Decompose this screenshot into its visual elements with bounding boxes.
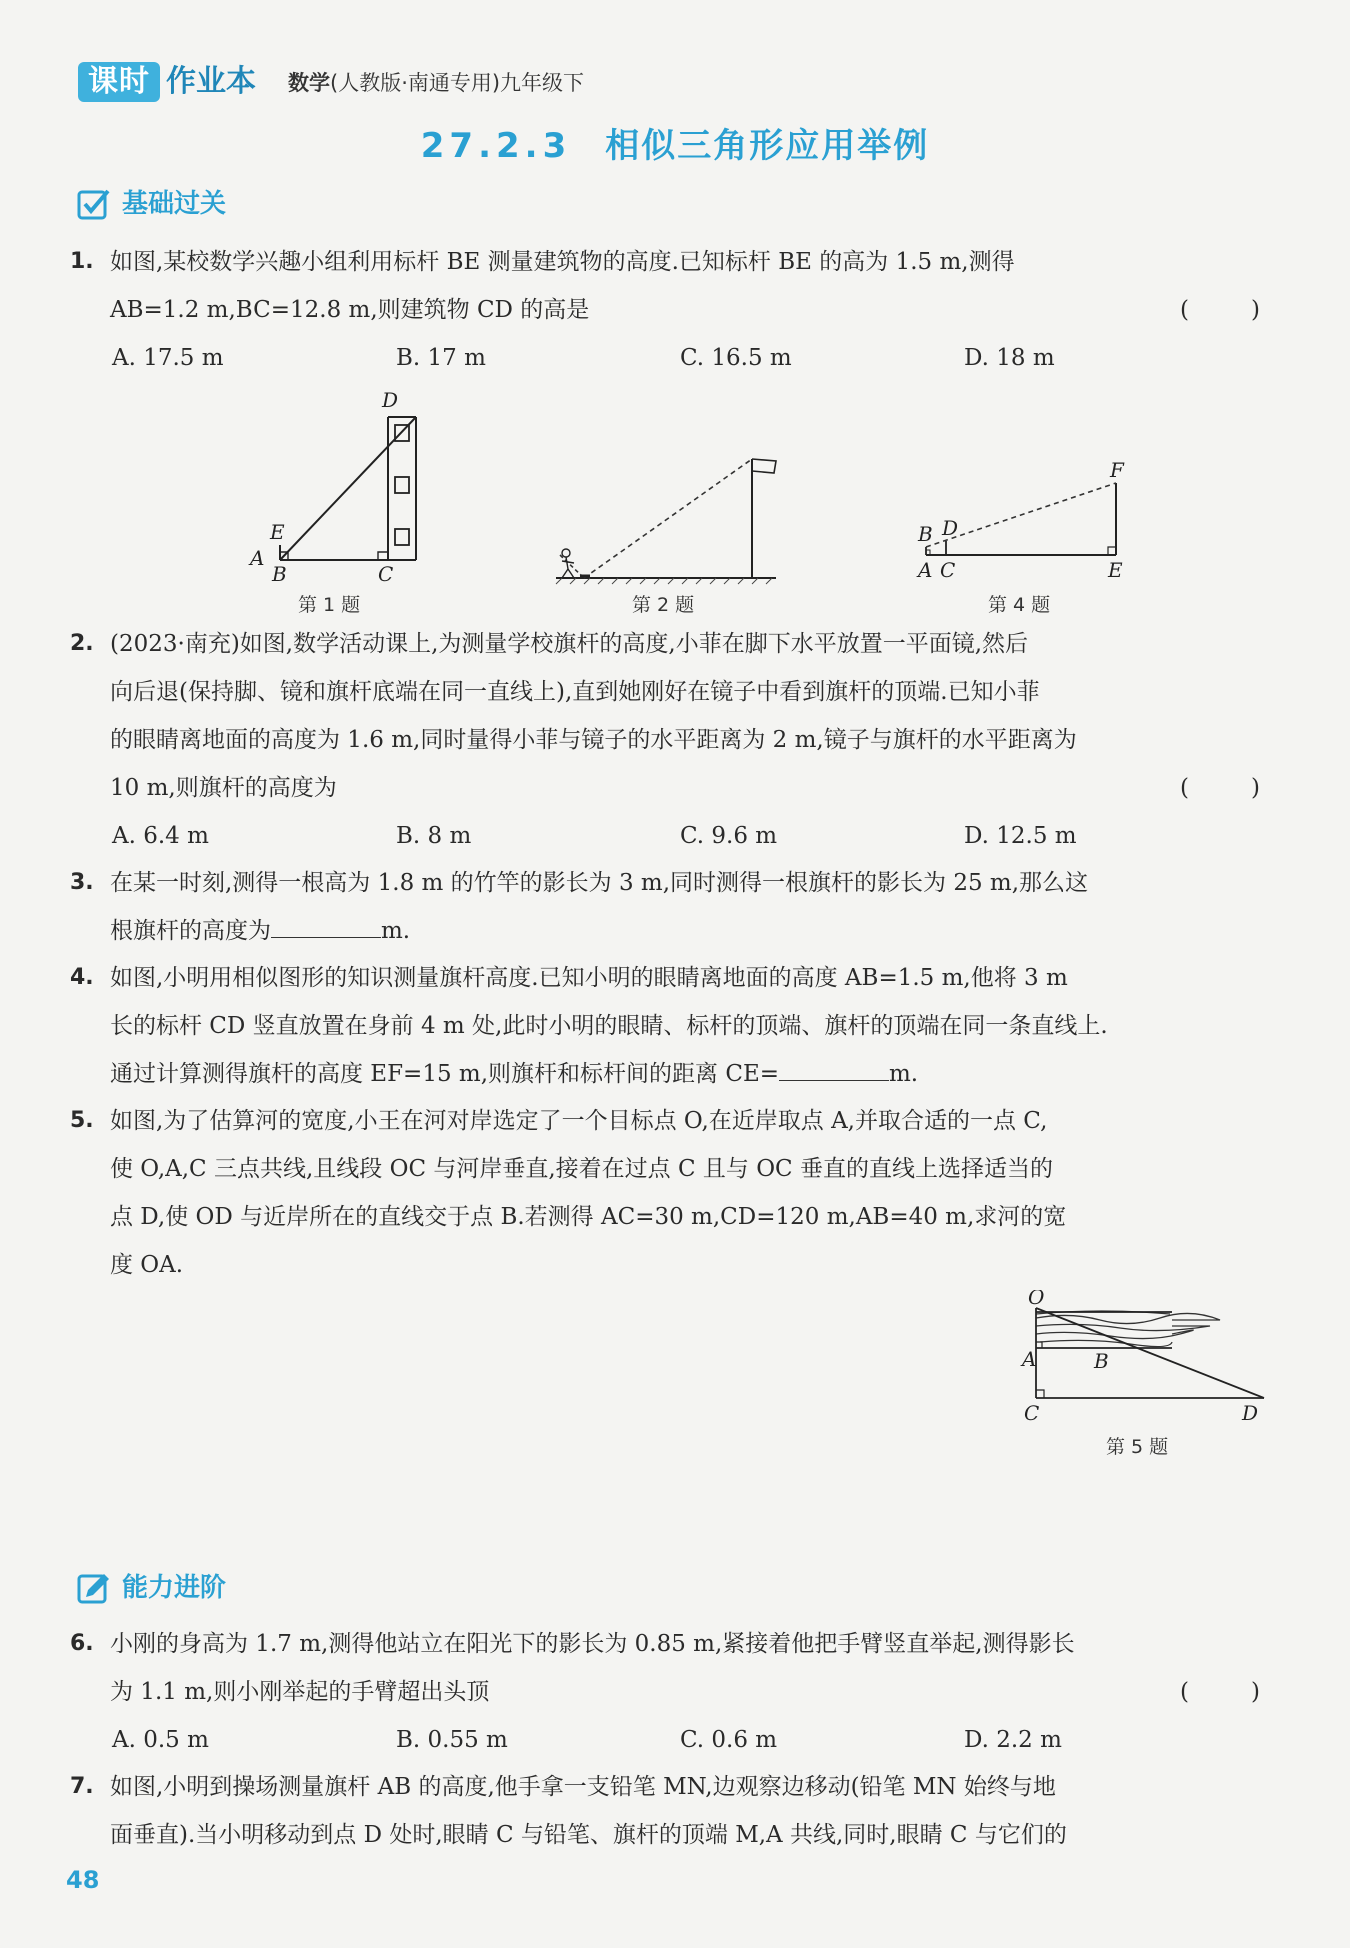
subject: 数学 [288,71,330,95]
pencil-icon [76,1571,112,1607]
q6-option-d: D. 2.2 m [964,1727,1062,1753]
q1-line-2: AB=1.2 m,BC=12.8 m,则建筑物 CD 的高是 [110,297,590,323]
q1-line-1: 如图,某校数学兴趣小组利用标杆 BE 测量建筑物的高度.已知标杆 BE 的高为 1.5 m,测得 [110,249,1015,275]
fig1-label-b: B [272,562,287,585]
q1-option-d: D. 18 m [964,345,1055,371]
figure-5-caption: 第 5 题 [1106,1436,1169,1458]
q3-answer-blank[interactable] [271,915,381,938]
fig4-label-e: E [1108,558,1123,582]
q2-option-a: A. 6.4 m [112,823,209,849]
q1-answer-paren [1180,294,1260,326]
fig5-label-d: D [1242,1401,1259,1425]
q2-option-d: D. 12.5 m [964,823,1077,849]
q1-option-c: C. 16.5 m [680,345,792,371]
figure-1-caption: 第 1 题 [298,594,361,616]
checkbox-icon [76,187,112,223]
q2-answer-paren [1180,772,1260,804]
paren-left: ( [1180,1679,1189,1705]
fig1-label-d: D [382,388,399,412]
section-name: 相似三角形应用举例 [605,126,930,166]
q6-option-a: A. 0.5 m [112,1727,209,1753]
advanced-heading [76,1568,226,1608]
basic-heading [76,184,226,224]
q3-number: 3. [70,870,94,895]
q7-number: 7. [70,1774,94,1799]
q6-line-1: 小刚的身高为 1.7 m,测得他站立在阳光下的影长为 0.85 m,紧接着他把手臂竖直举起,测得影长 [110,1631,1075,1657]
q2-line-4: 10 m,则旗杆的高度为 [110,775,337,801]
q2-option-c: C. 9.6 m [680,823,778,849]
q5-line-2: 使 O,A,C 三点共线,且线段 OC 与河岸垂直,接着在过点 C 且与 OC 垂直的直线上选择适当的 [110,1156,1053,1182]
basic-heading-label: 基础过关 [122,189,227,219]
q5-line-1: 如图,为了估算河的宽度,小王在河对岸选定了一个目标点 O,在近岸取点 A,并取合适的一点 C, [110,1108,1048,1134]
fig4-label-f: F [1110,458,1124,482]
q6-option-c: C. 0.6 m [680,1727,778,1753]
figure-1 [240,385,430,585]
fig5-label-a: A [1022,1347,1037,1371]
q4-unit: m. [889,1061,919,1087]
figure-5 [1010,1290,1276,1425]
q3-line-2 [110,915,410,947]
fig4-label-d: D [942,516,959,540]
q1-option-b: B. 17 m [396,345,486,371]
brand-logo: 课时 [78,62,160,102]
paren-left: ( [1180,775,1189,801]
figure-2 [548,445,788,585]
fig4-label-c: C [940,558,956,582]
q4-line-3 [110,1058,918,1090]
q6-line-2: 为 1.1 m,则小刚举起的手臂超出头顶 [110,1679,490,1705]
q4-line-1: 如图,小明用相似图形的知识测量旗杆高度.已知小明的眼睛离地面的高度 AB=1.5 m,他将 3 m [110,965,1068,991]
q2-line-2: 向后退(保持脚、镜和旗杆底端在同一直线上),直到她刚好在镜子中看到旗杆的顶端.已知小菲 [110,679,1040,705]
q6-option-b: B. 0.55 m [396,1727,508,1753]
q3-line-2-text: 根旗杆的高度为 [110,918,271,944]
q2-option-b: B. 8 m [396,823,472,849]
book-info [288,68,584,98]
paren-right: ) [1251,775,1260,801]
q6-number: 6. [70,1631,94,1656]
q4-answer-blank[interactable] [779,1058,889,1081]
fig1-label-c: C [378,562,394,585]
advanced-heading-label: 能力进阶 [122,1573,227,1603]
section-title [0,118,1350,167]
section-number: 27.2.3 [420,126,572,166]
q5-line-3: 点 D,使 OD 与近岸所在的直线交于点 B.若测得 AC=30 m,CD=120 m,AB=40 m,求河的宽 [110,1204,1067,1230]
q3-line-1: 在某一时刻,测得一根高为 1.8 m 的竹竿的影长为 3 m,同时测得一根旗杆的影长为 25 m,那么这 [110,870,1089,896]
paren-right: ) [1251,297,1260,323]
fig5-label-b: B [1094,1349,1109,1373]
q2-line-1: (2023·南充)如图,数学活动课上,为测量学校旗杆的高度,小菲在脚下水平放置一平面镜,然后 [110,631,1029,657]
brand-name: 作业本 [166,64,256,99]
figure-4 [908,455,1138,585]
paren-left: ( [1180,297,1189,323]
page-number: 48 [66,1866,100,1894]
q4-line-2: 长的标杆 CD 竖直放置在身前 4 m 处,此时小明的眼睛、标杆的顶端、旗杆的顶端在同一条直线上. [110,1013,1108,1039]
fig1-label-a: A [250,546,265,570]
fig4-label-a: A [918,558,933,582]
q5-line-4: 度 OA. [110,1252,184,1278]
q1-number: 1. [70,249,94,274]
q7-line-1: 如图,小明到操场测量旗杆 AB 的高度,他手拿一支铅笔 MN,边观察边移动(铅笔 MN 始终与地 [110,1774,1056,1800]
q2-number: 2. [70,631,94,656]
fig5-label-o: O [1028,1290,1045,1309]
q3-unit: m. [381,918,411,944]
q6-answer-paren [1180,1676,1260,1708]
q5-number: 5. [70,1108,94,1133]
edition: (人教版·南通专用)九年级下 [330,71,585,95]
q4-line-3-text: 通过计算测得旗杆的高度 EF=15 m,则旗杆和标杆间的距离 CE= [110,1061,779,1087]
q2-line-3: 的眼睛离地面的高度为 1.6 m,同时量得小菲与镜子的水平距离为 2 m,镜子与旗杆的水平距离为 [110,727,1077,753]
q1-option-a: A. 17.5 m [112,345,224,371]
fig4-label-b: B [918,522,933,546]
q7-line-2: 面垂直).当小明移动到点 D 处时,眼睛 C 与铅笔、旗杆的顶端 M,A 共线,同时,眼睛 C 与它们的 [110,1822,1067,1848]
figure-2-caption: 第 2 题 [632,594,695,616]
figure-4-caption: 第 4 题 [988,594,1051,616]
fig1-label-e: E [270,520,285,544]
fig5-label-c: C [1024,1401,1040,1425]
q4-number: 4. [70,965,94,990]
paren-right: ) [1251,1679,1260,1705]
